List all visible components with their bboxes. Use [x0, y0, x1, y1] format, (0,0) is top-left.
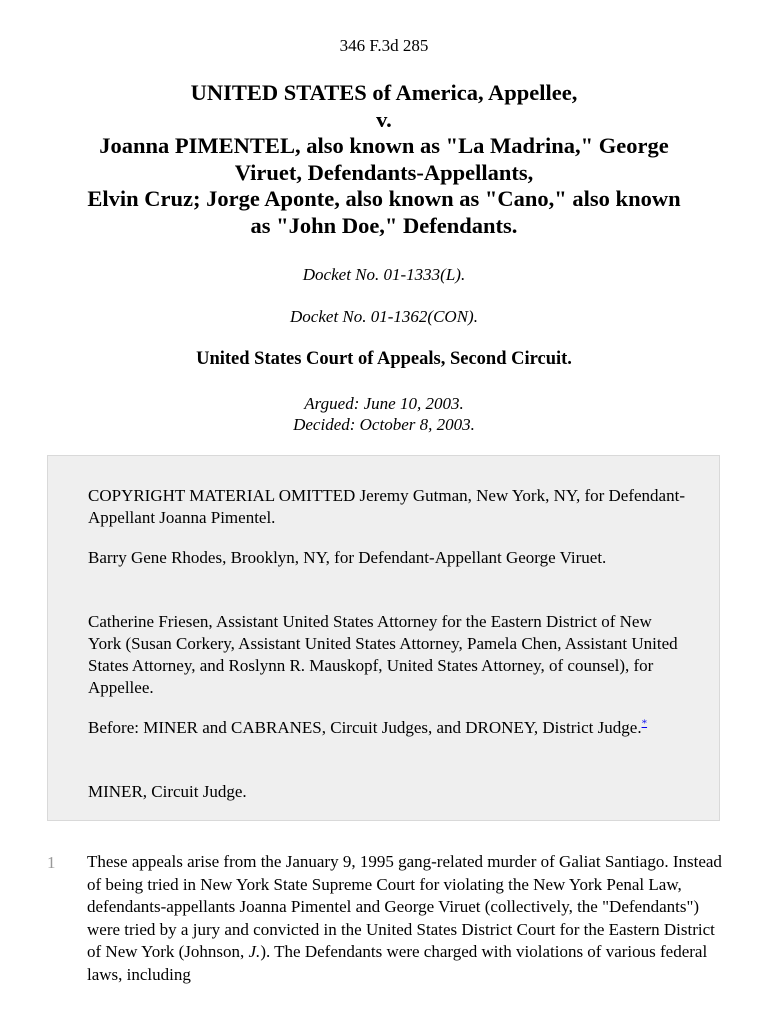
- counsel-pimentel: COPYRIGHT MATERIAL OMITTED Jeremy Gutman, New York, NY, for Defendant-Appellant Joanna Pimentel.: [88, 486, 685, 527]
- counsel-section: [47, 455, 720, 821]
- opinion-judge-abbrev: J.: [248, 942, 261, 961]
- paragraph-number: 1: [47, 853, 56, 872]
- caption-versus: v.: [376, 106, 392, 132]
- authoring-judge: MINER, Circuit Judge.: [88, 782, 247, 801]
- docket-number-lead: Docket No. 01-1333(L).: [302, 265, 466, 284]
- caption-defendants-line-1: Elvin Cruz; Jorge Aponte, also known as "Cano," also known: [87, 186, 681, 211]
- case-caption: [40, 80, 728, 239]
- caption-appellants-line-1: Joanna PIMENTEL, also known as "La Madrina," George: [99, 133, 669, 158]
- caption-appellee: UNITED STATES of America, Appellee,: [190, 80, 578, 105]
- counsel-viruet: Barry Gene Rhodes, Brooklyn, NY, for Defendant-Appellant George Viruet.: [88, 548, 607, 567]
- panel-judges: [88, 717, 688, 739]
- opinion-text-end: ). The Defendants were charged with violations of various federal laws, including: [87, 942, 708, 984]
- opinion-text-start: These appeals arise from the January 9, 1995 gang-related murder of Galiat Santiago. Instead of being tried in New York State Supreme Court for violating the New York Penal Law, defendants-appellants Joanna Pimentel and George Viruet (collectively, the "Defendants") were tried by a jury and convicted in the United States District Court for the Eastern District of New York (Johnson,: [87, 852, 722, 961]
- opinion-paragraph: [87, 851, 727, 986]
- decided-date: Decided: October 8, 2003.: [293, 415, 475, 434]
- court-name: United States Court of Appeals, Second Circuit.: [196, 349, 572, 369]
- footnote-link[interactable]: *: [641, 717, 648, 730]
- argued-date: Argued: June 10, 2003.: [304, 394, 464, 413]
- panel-judges-text: Before: MINER and CABRANES, Circuit Judges, and DRONEY, District Judge.: [88, 718, 642, 737]
- counsel-appellee: Catherine Friesen, Assistant United States Attorney for the Eastern District of New York (Susan Corkery, Assistant United States Attorney, Pamela Chen, Assistant United States Attorney, and Roslynn R. Mauskopf, United States Attorney, of counsel), for Appellee.: [88, 612, 678, 697]
- case-dates: [0, 393, 768, 435]
- caption-defendants-line-2: as "John Doe," Defendants.: [250, 212, 518, 238]
- case-citation: 346 F.3d 285: [339, 36, 429, 55]
- caption-appellants-line-2: Viruet, Defendants-Appellants,: [234, 159, 534, 185]
- docket-number-consolidated: Docket No. 01-1362(CON).: [290, 307, 478, 326]
